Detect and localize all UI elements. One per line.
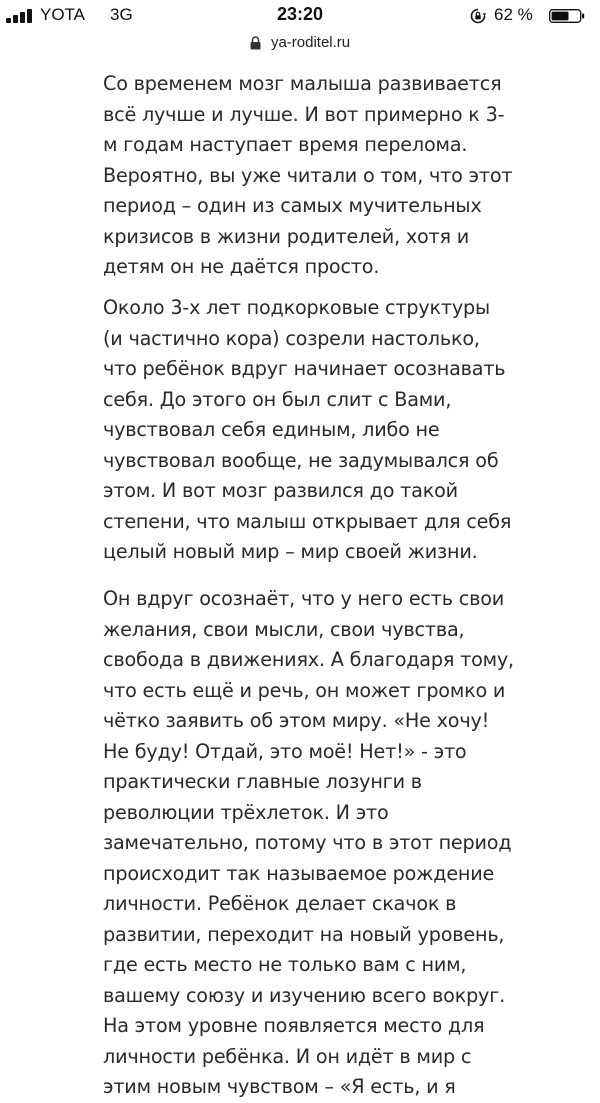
text-line: революции трёхлеток. И это [103, 800, 389, 824]
battery-icon [549, 9, 585, 23]
text-line: этим новым чувством – «Я есть, и я [103, 1075, 456, 1098]
text-line: Вероятно, вы уже читали о том, что этот [103, 163, 513, 187]
text-line: что ребёнок вдруг начинает осознавать [103, 357, 506, 380]
text-line: Со временем мозг малыша развивается [103, 72, 502, 95]
article-paragraph-3 [103, 584, 514, 1103]
text-line: Около 3-х лет подкорковые структуры [103, 296, 490, 319]
text-line: где есть место не только вам с ним, [103, 953, 467, 976]
article-paragraph-1 [103, 69, 513, 283]
text-line: степени, что малыш открывает для себя [103, 509, 512, 533]
clock: 23:20 [276, 4, 324, 24]
text-line: что есть ещё и речь, он может громко и [103, 678, 506, 702]
text-line: практически главные лозунги в [103, 770, 422, 793]
rotation-lock-icon [470, 8, 486, 24]
text-line: период – один из самых мучительных [103, 194, 482, 217]
text-line: развитии, переходит на новый уровень, [103, 922, 505, 946]
text-line: происходит так называемое рождение [103, 861, 495, 885]
text-line: Он вдруг осознаёт, что у него есть свои [103, 587, 505, 610]
text-line: личности ребёнка. И он идёт в мир с [103, 1044, 472, 1068]
battery-percentage: 62 % [494, 5, 533, 24]
text-line: На этом уровне появляется место для [103, 1014, 485, 1037]
url-text[interactable]: ya-roditel.ru [270, 34, 351, 51]
text-line: Не буду! Отдай, это моё! Нет!» - это [103, 739, 467, 763]
network-type: 3G [110, 5, 133, 24]
text-line: чувствовал себя единым, либо не [103, 418, 440, 441]
text-line: этом. И вот мозг развился до такой [103, 479, 458, 502]
text-line: вашему союзу и изучению всего вокруг. [103, 983, 505, 1007]
text-line: чётко заявить об этом миру. «Не хочу! [103, 709, 490, 732]
status-bar [0, 0, 600, 32]
text-line: чувствовал вообще, не задумывался об [103, 448, 499, 472]
carrier-name: YOTA [40, 5, 86, 24]
text-line: детям он не даётся просто. [103, 255, 380, 278]
text-line: замечательно, потому что в этот период [103, 831, 512, 854]
text-line: свобода в движениях. А благодаря тому, [103, 648, 514, 671]
address-bar[interactable] [0, 30, 600, 58]
text-line: кризисов в жизни родителей, хотя и [103, 224, 470, 248]
text-line: себя. До этого он был слит с Вами, [103, 387, 452, 411]
article-paragraph-2 [103, 293, 512, 568]
text-line: целый новый мир – мир своей жизни. [103, 540, 478, 563]
lock-icon [250, 36, 261, 50]
text-line: личности. Ребёнок делает скачок в [103, 892, 457, 915]
text-line: всё лучше и лучше. И вот примерно к 3- [103, 102, 505, 126]
text-line: м годам наступает время перелома. [103, 133, 468, 156]
text-line: желания, свои мысли, свои чувства, [103, 617, 465, 641]
text-line: (и частично кора) созрели настолько, [103, 326, 480, 350]
